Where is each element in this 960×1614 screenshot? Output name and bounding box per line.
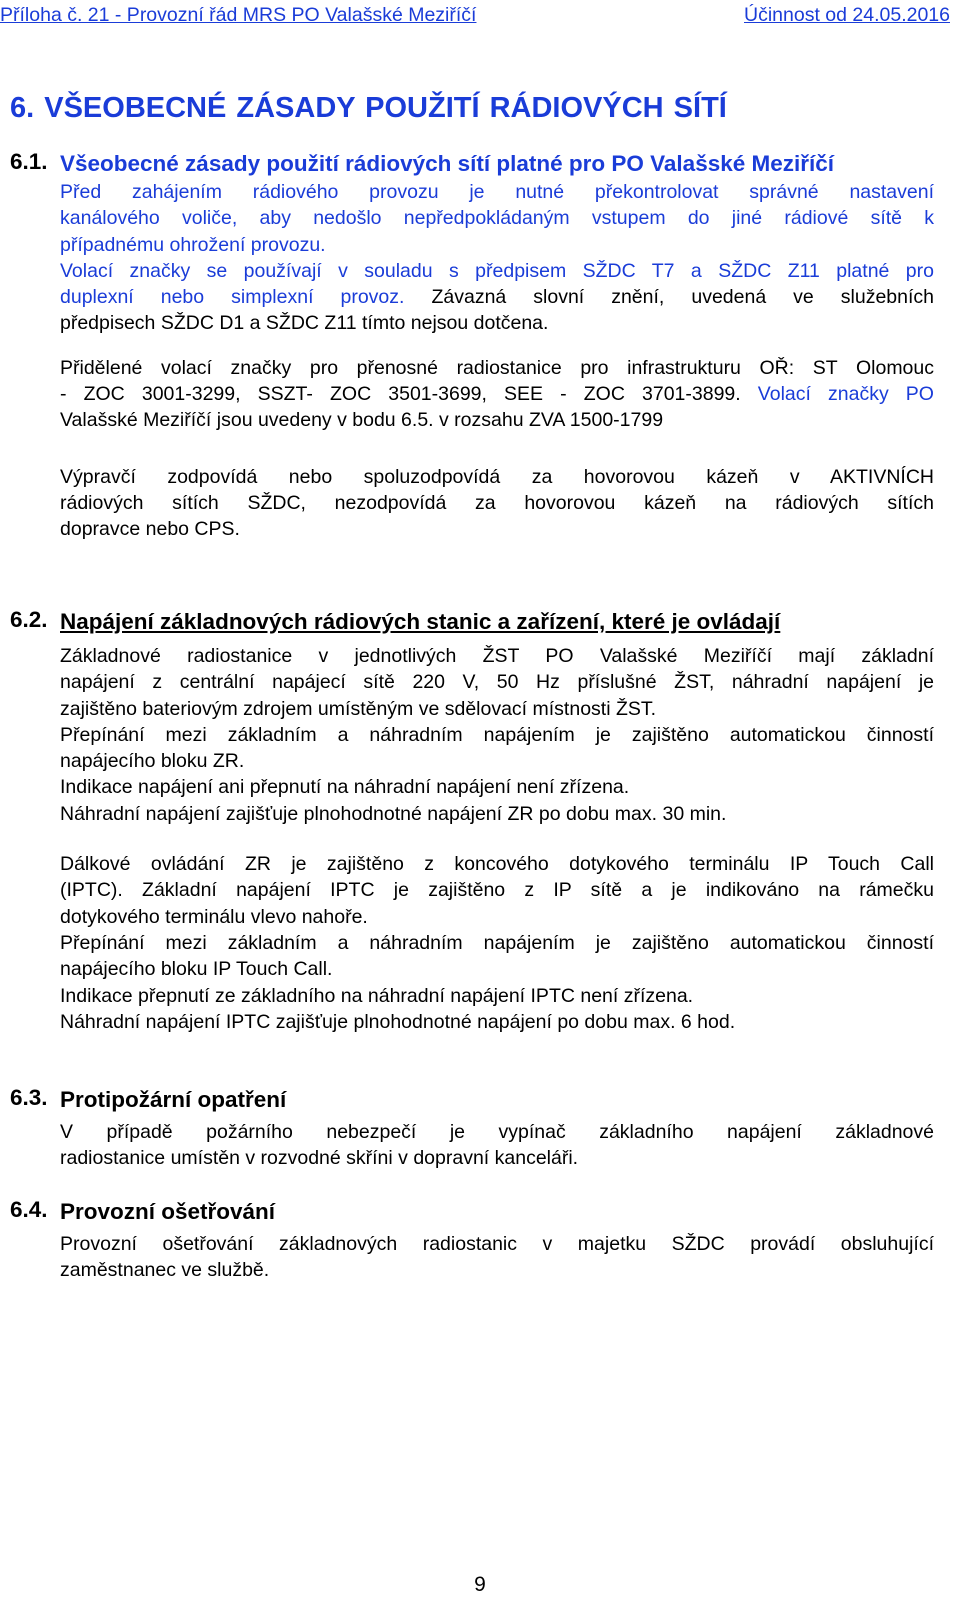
text-line: Přepínání mezi základním a náhradním napájením je zajištěno automatickou činností bbox=[60, 723, 934, 746]
text-line: Indikace napájení ani přepnutí na náhradní napájení není zřízena. bbox=[60, 776, 630, 799]
section-6-2 bbox=[60, 607, 934, 1035]
section-6-2-title: Napájení základnových rádiových stanic a zařízení, které je ovládají bbox=[60, 609, 781, 634]
section-6-4-number: 6.4. bbox=[10, 1197, 48, 1222]
page-number: 9 bbox=[474, 1573, 486, 1596]
text-line: napájení z centrální napájecí sítě 220 V, 50 Hz příslušné ŽST, náhradní napájení je bbox=[60, 671, 934, 694]
section-6-1-number: 6.1. bbox=[10, 149, 48, 174]
text-line: případnému ohrožení provozu. bbox=[60, 233, 326, 256]
text-line: Dálkové ovládání ZR je zajištěno z koncového dotykového terminálu IP Touch Call bbox=[60, 853, 934, 876]
text-line: napájecího bloku ZR. bbox=[60, 750, 245, 773]
text-line: zaměstnanec ve službě. bbox=[60, 1259, 270, 1282]
header-effective-date: Účinnost od 24.05.2016 bbox=[744, 4, 950, 26]
section-6-2-number: 6.2. bbox=[10, 607, 48, 632]
text-line: Výpravčí zodpovídá nebo spoluzodpovídá za hovorovou kázeň v AKTIVNÍCH bbox=[60, 465, 934, 488]
text-line: předpisech SŽDC D1 a SŽDC Z11 tímto nejsou dotčena. bbox=[60, 312, 549, 335]
section-6-3 bbox=[60, 1085, 934, 1172]
text-line: Náhradní napájení zajišťuje plnohodnotné napájení ZR po dobu max. 30 min. bbox=[60, 802, 727, 825]
text-line: zajištěno bateriovým zdrojem umístěným ve sdělovací místnosti ŽST. bbox=[60, 697, 657, 720]
text-line: Přepínání mezi základním a náhradním napájením je zajištěno automatickou činností bbox=[60, 931, 934, 954]
text-line: Volací značky se používají v souladu s předpisem SŽDC T7 a SŽDC Z11 platné pro bbox=[60, 259, 934, 282]
text-line: Základnové radiostanice v jednotlivých ŽST PO Valašské Meziříčí mají základní bbox=[60, 645, 934, 667]
text-line: dotykového terminálu vlevo nahoře. bbox=[60, 905, 368, 928]
section-6-1-paragraph-4 bbox=[60, 464, 934, 543]
text-line: radiostanice umístěn v rozvodné skříni v dopravní kanceláři. bbox=[60, 1147, 579, 1170]
text-span: Volací značky PO bbox=[740, 383, 934, 406]
section-6-3-number: 6.3. bbox=[10, 1085, 48, 1110]
text-line: rádiových sítích SŽDC, nezodpovídá za hovorovou kázeň na rádiových sítích bbox=[60, 491, 934, 514]
text-line: napájecího bloku IP Touch Call. bbox=[60, 958, 333, 981]
section-6-1-paragraph-2 bbox=[60, 258, 934, 337]
section-6-2-paragraph-1 bbox=[60, 643, 934, 827]
text-line: (IPTC). Základní napájení IPTC je zajištěno z IP sítě a je indikováno na rámečku bbox=[60, 879, 934, 902]
text-line: Před zahájením rádiového provozu je nutné překontrolovat správné nastavení bbox=[60, 181, 934, 203]
text-span: - ZOC 3001-3299, SSZT- ZOC 3501-3699, SEE - ZOC 3701-3899. bbox=[60, 383, 741, 406]
text-span: Závazná slovní znění, uvedená ve služebních bbox=[404, 286, 935, 309]
section-6-4 bbox=[60, 1197, 934, 1284]
section-6-4-title: Provozní ošetřování bbox=[60, 1199, 276, 1224]
section-6-3-paragraph-1 bbox=[60, 1119, 934, 1172]
text-line: Náhradní napájení IPTC zajišťuje plnohodnotné napájení po dobu max. 6 hod. bbox=[60, 1010, 736, 1033]
text-line: Provozní ošetřování základnových radiostanic v majetku SŽDC provádí obsluhující bbox=[60, 1233, 934, 1255]
text-line bbox=[60, 284, 934, 310]
section-6-4-paragraph-1 bbox=[60, 1231, 934, 1284]
section-6-1-title: Všeobecné zásady použití rádiových sítí platné pro PO Valašské Meziříčí bbox=[60, 151, 835, 176]
section-6-1 bbox=[60, 149, 934, 543]
section-6-1-paragraph-1 bbox=[60, 179, 934, 258]
text-line: V případě požárního nebezpečí je vypínač základního napájení základnové bbox=[60, 1121, 934, 1143]
text-line: Indikace přepnutí ze základního na náhradní napájení IPTC není zřízena. bbox=[60, 984, 694, 1007]
chapter-title: 6. VŠEOBECNÉ ZÁSADY POUŽITÍ RÁDIOVÝCH SÍTÍ bbox=[10, 92, 727, 124]
text-line bbox=[60, 381, 934, 407]
section-6-1-paragraph-3 bbox=[60, 355, 934, 434]
text-line: Přidělené volací značky pro přenosné radiostanice pro infrastrukturu OŘ: ST Olomouc bbox=[60, 356, 934, 379]
section-6-3-title: Protipožární opatření bbox=[60, 1087, 287, 1112]
header-document-title: Příloha č. 21 - Provozní řád MRS PO Valašské Meziříčí bbox=[0, 4, 477, 26]
text-line: kanálového voliče, aby nedošlo nepředpokládaným vstupem do jiné rádiové sítě k bbox=[60, 207, 934, 230]
text-line: Valašské Meziříčí jsou uvedeny v bodu 6.5. v rozsahu ZVA 1500-1799 bbox=[60, 409, 664, 432]
text-line: dopravce nebo CPS. bbox=[60, 518, 240, 541]
section-6-2-paragraph-2 bbox=[60, 851, 934, 1035]
text-span: duplexní nebo simplexní provoz. bbox=[60, 286, 405, 309]
